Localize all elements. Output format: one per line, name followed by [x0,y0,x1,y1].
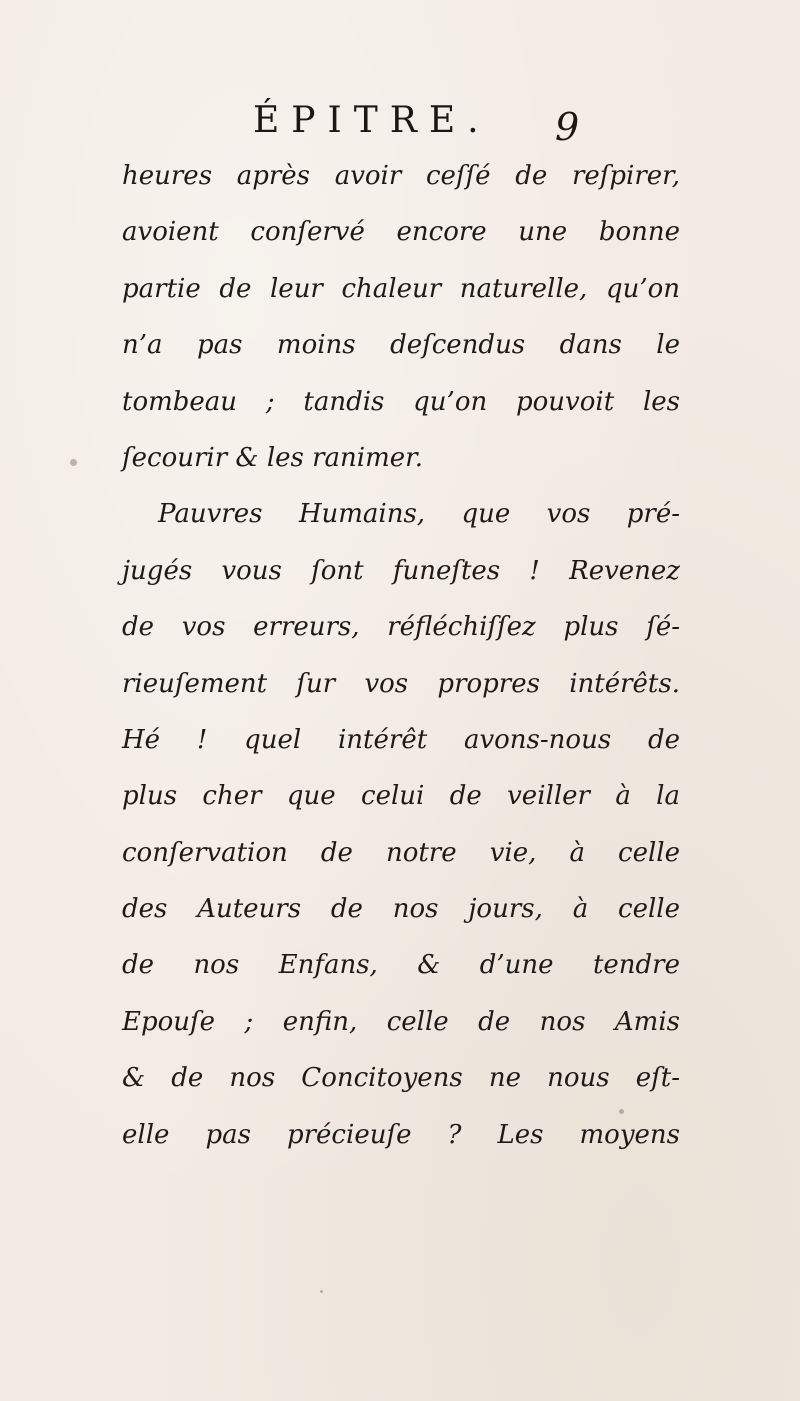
text-line: elle pas précieuſe ? Les moyens [122,1119,680,1150]
text-line: heures après avoir ceſſé de reſpirer, [122,161,680,191]
text-line: de nos Enfans, & d’une tendre [122,950,680,981]
paper-speck [619,1109,624,1114]
text-line: avoient conſervé encore une bonne [122,217,680,248]
text-line: partie de leur chaleur naturelle, qu’on [122,273,680,304]
text-line: rieuſement ſur vos propres intérêts. [122,668,680,699]
text-line: de vos erreurs, réfléchiſſez plus ſé- [122,612,680,643]
page-number: 9 [555,105,580,149]
text-line: jugés vous ſont funeſtes ! Revenez [122,555,680,586]
text-line: des Auteurs de nos jours, à celle [122,894,680,925]
text-line: conſervation de notre vie, à celle [122,837,680,868]
text-line: plus cher que celui de veiller à la [122,781,680,812]
running-title: ÉPITRE. [253,100,491,141]
paper-speck [70,459,77,466]
text-line: Pauvres Humains, que vos pré- [158,499,680,530]
text-line: Hé ! quel intérêt avons-nous de [122,724,680,755]
text-line: tombeau ; tandis qu’on pouvoit les [122,386,680,417]
page-header [0,96,800,149]
text-line: & de nos Concitoyens ne nous eſt- [122,1063,680,1094]
body-text [122,148,680,1163]
paper-speck [320,1290,323,1293]
text-line: ſecourir & les ranimer. [122,442,423,473]
text-line: Epouſe ; enfin, celle de nos Amis [122,1006,680,1037]
text-line: n’a pas moins deſcendus dans le [122,330,680,361]
